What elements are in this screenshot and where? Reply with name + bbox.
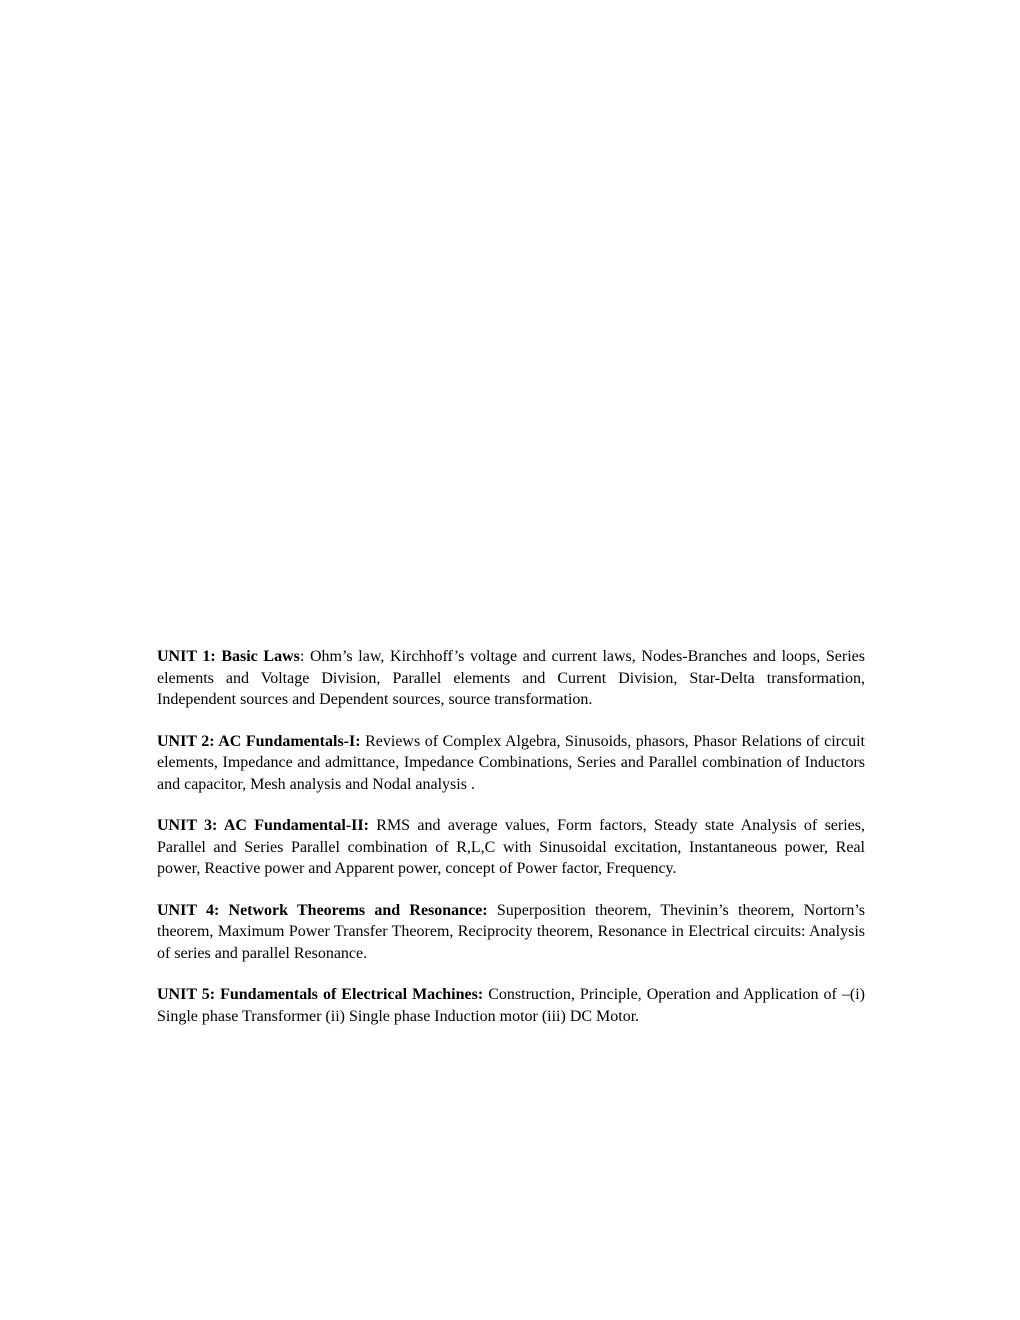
- unit-3-paragraph: [157, 815, 865, 880]
- unit-2-paragraph: [157, 731, 865, 796]
- unit-5-heading: UNIT 5: Fundamentals of Electrical Machines:: [157, 986, 484, 1003]
- unit-2-heading: UNIT 2: AC Fundamentals-I:: [157, 732, 361, 750]
- syllabus-text-block: [157, 646, 865, 1047]
- unit-3-body: RMS and average values, Form factors, Steady state Analysis of series, Parallel and Series Parallel combination of R,L,C with Sinusoidal excitation, Instantaneous power, Real power, Reactive power and Apparent power, concept of Power factor, Frequency.: [157, 817, 865, 877]
- unit-1-heading: UNIT 1: Basic Laws: [157, 648, 300, 665]
- unit-3-heading: UNIT 3: AC Fundamental-II:: [157, 817, 369, 834]
- unit-1-paragraph: [157, 646, 865, 711]
- unit-5-body: Construction, Principle, Operation and Application of –(i) Single phase Transformer (ii) Single phase Induction motor (iii) DC Motor.: [157, 986, 866, 1025]
- unit-4-paragraph: [157, 900, 865, 965]
- unit-5-paragraph: [157, 984, 865, 1027]
- unit-1-body: : Ohm’s law, Kirchhoff’s voltage and current laws, Nodes-Branches and loops, Series elements and Voltage Division, Parallel elements and Current Division, Star-Delta transformation, Independent sources and Dependent sources, source transformation.: [157, 648, 865, 708]
- unit-4-body: Superposition theorem, Thevinin’s theorem, Nortorn’s theorem, Maximum Power Transfer Theorem, Reciprocity theorem, Resonance in Electrical circuits: Analysis of series and parallel Resonance.: [157, 901, 865, 962]
- unit-4-heading: UNIT 4: Network Theorems and Resonance:: [157, 901, 488, 919]
- unit-2-body: Reviews of Complex Algebra, Sinusoids, phasors, Phasor Relations of circuit elements, Impedance and admittance, Impedance Combinations, Series and Parallel combination of Inductors and capacitor, Mesh analysis and Nodal analysis .: [157, 732, 866, 793]
